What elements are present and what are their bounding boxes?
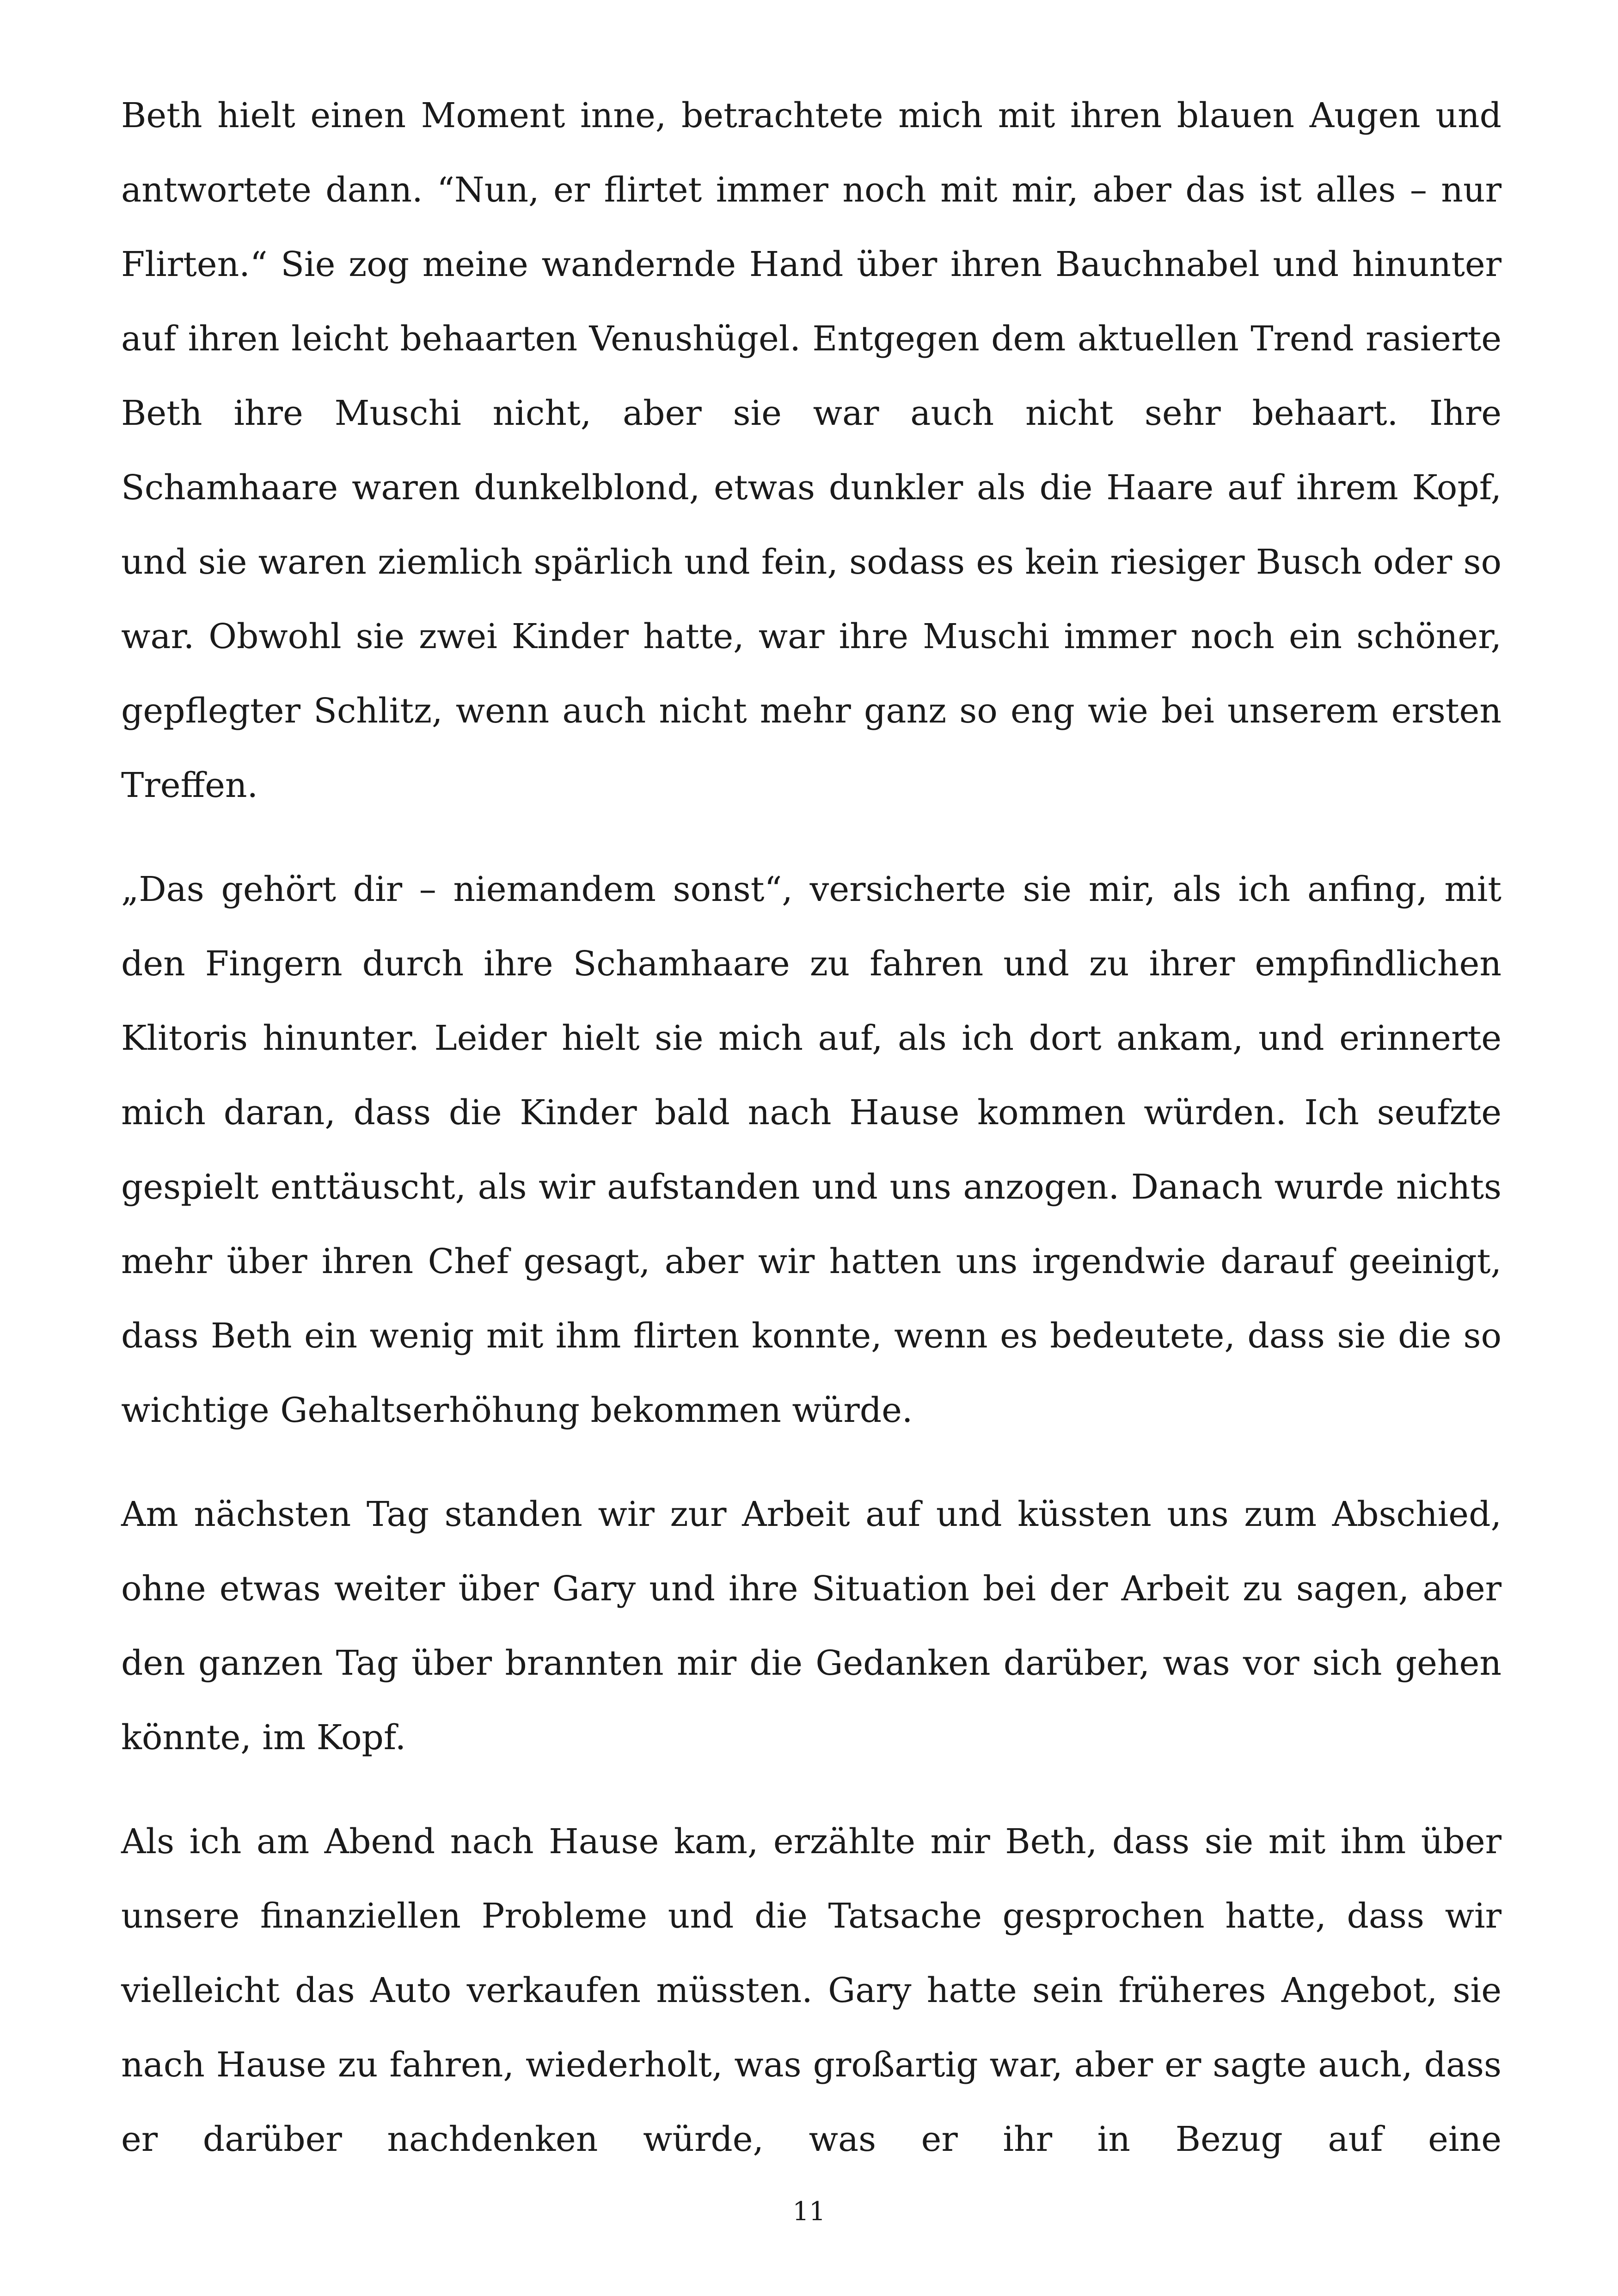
paragraph-1: Beth hielt einen Moment inne, betrachtete mich mit ihren blauen Augen und antwortete dann. “Nun, er flirtet immer noch mit mir, aber das ist alles – nur Flirten.“ Sie zog meine wandernde Hand über ihren Bauchnabel und hinunter auf ihren leicht behaarten Venushügel. Entgegen dem aktuellen Trend rasierte Beth ihre Muschi nicht, aber sie war auch nicht sehr behaart. Ihre Schamhaare waren dunkelblond, etwas dunkler als die Haare auf ihrem Kopf, und sie waren ziemlich spärlich und fein, sodass es kein riesiger Busch oder so war. Obwohl sie zwei Kinder hatte, war ihre Muschi immer noch ein schöner, gepflegter Schlitz, wenn auch nicht mehr ganz so eng wie bei unserem ersten Treffen. [121,96,1502,805]
paragraph-4: Als ich am Abend nach Hause kam, erzählte mir Beth, dass sie mit ihm über unsere finanziellen Probleme und die Tatsache gesprochen hatte, dass wir vielleicht das Auto verkaufen müssten. Gary hatte sein früheres Angebot, sie nach Hause zu fahren, wiederholt, was großartig war, aber er sagte auch, dass er darüber nachdenken würde, was er ihr in Bezug auf eine [121,1822,1502,2159]
paragraph-3: Am nächsten Tag standen wir zur Arbeit auf und küssten uns zum Abschied, ohne etwas weiter über Gary und ihre Situation bei der Arbeit zu sagen, aber den ganzen Tag über brannten mir die Gedanken darüber, was vor sich gehen könnte, im Kopf. [121,1494,1502,1757]
body-text [121,79,1502,2206]
page-number: 11 [792,2197,826,2227]
paragraph-2: „Das gehört dir – niemandem sonst“, versicherte sie mir, als ich anfing, mit den Fingern durch ihre Schamhaare zu fahren und zu ihrer empfindlichen Klitoris hinunter. Leider hielt sie mich auf, als ich dort ankam, und erinnerte mich daran, dass die Kinder bald nach Hause kommen würden. Ich seufzte gespielt enttäuscht, als wir aufstanden und uns anzogen. Danach wurde nichts mehr über ihren Chef gesagt, aber wir hatten uns irgendwie darauf geeinigt, dass Beth ein wenig mit ihm flirten konnte, wenn es bedeutete, dass sie die so wichtige Gehaltserhöhung bekommen würde. [121,869,1502,1430]
